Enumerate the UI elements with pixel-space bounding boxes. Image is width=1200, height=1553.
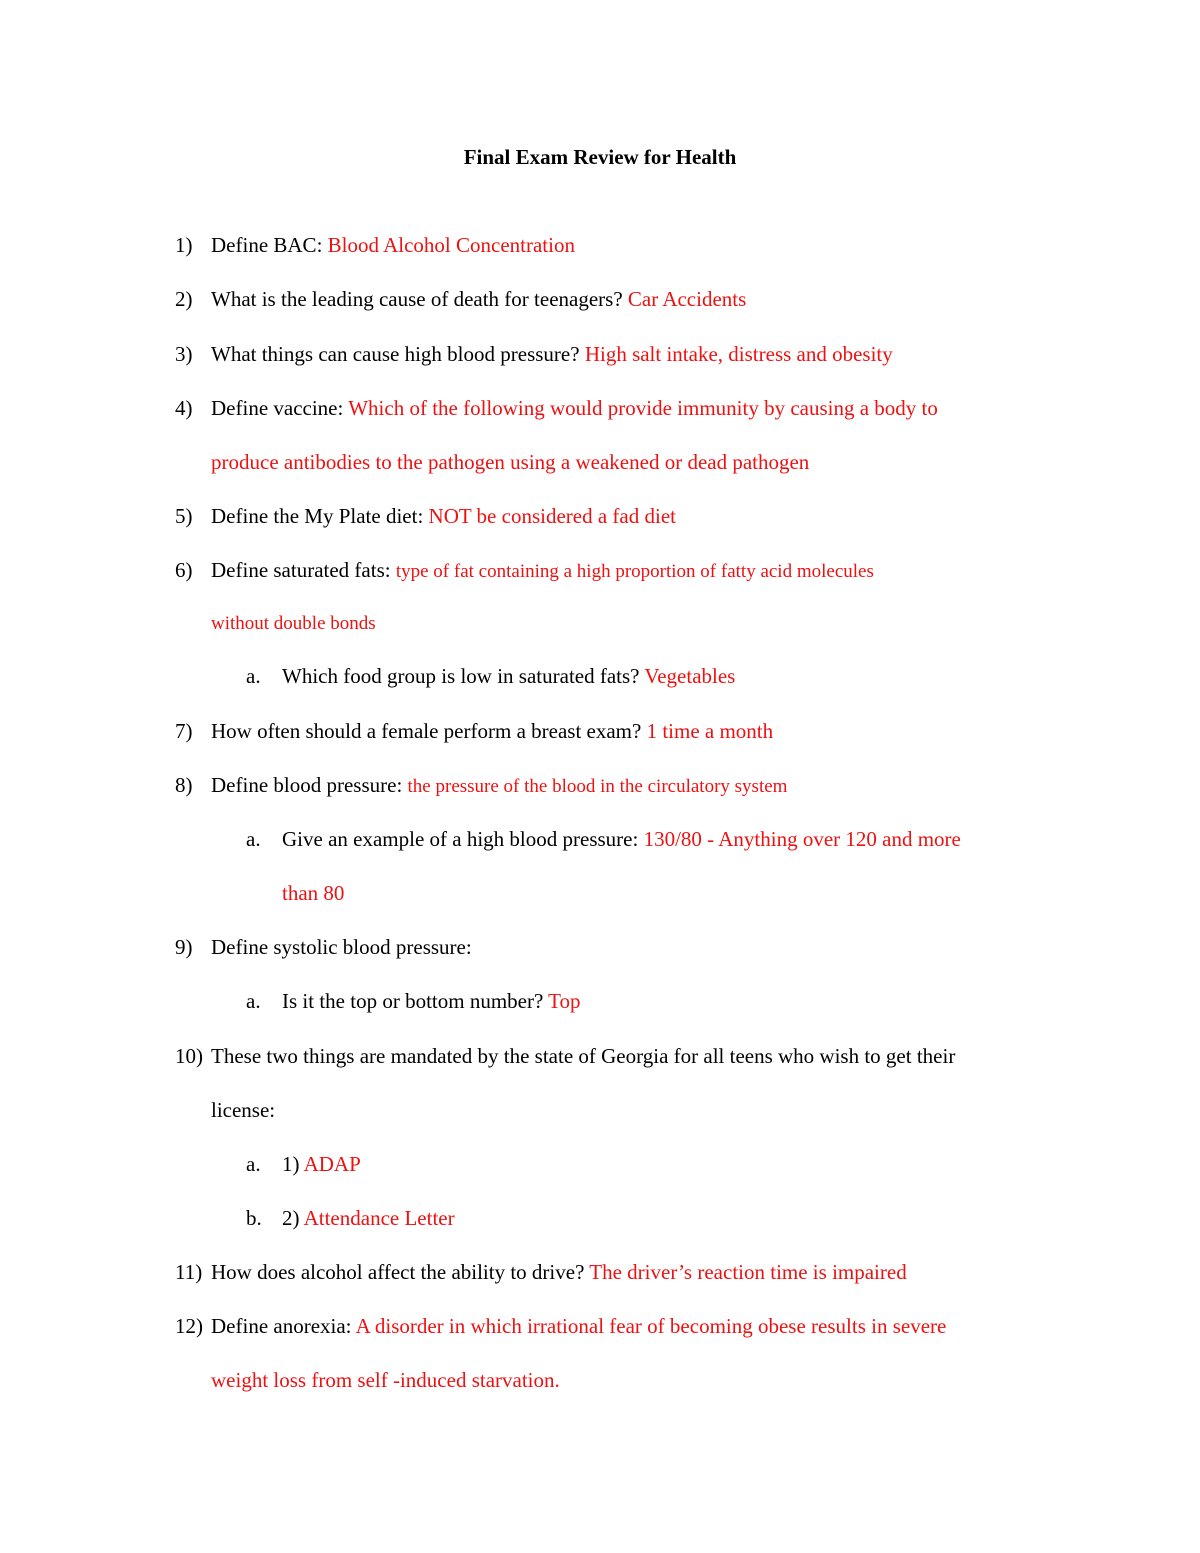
sub-question-letter: a. xyxy=(246,827,261,851)
answer-text: Which of the following would provide immunity by causing a body to xyxy=(348,396,938,420)
answer-text: The driver’s reaction time is impaired xyxy=(589,1260,907,1284)
question-text: Define BAC: xyxy=(211,233,328,257)
question-text: What things can cause high blood pressure? xyxy=(211,342,585,366)
question-number: 5) xyxy=(175,504,193,528)
answer-text: 1 time a month xyxy=(646,719,774,743)
question-number: 6) xyxy=(175,558,193,582)
sub-question-letter: b. xyxy=(246,1206,262,1230)
question-number: 7) xyxy=(175,719,193,743)
question-text: Define systolic blood pressure: xyxy=(211,935,472,959)
sub-question-text: Is it the top or bottom number? xyxy=(282,989,549,1013)
answer-text: A disorder in which irrational fear of becoming obese results in severe xyxy=(355,1314,947,1338)
answer-text: High salt intake, distress and obesity xyxy=(584,342,893,366)
sub-question-letter: a. xyxy=(246,664,261,688)
sub-answer-text: Vegetables xyxy=(644,664,736,688)
sub-answer-text-continued: than 80 xyxy=(282,881,345,905)
answer-text-continued: produce antibodies to the pathogen using a weakened or dead pathogen xyxy=(211,450,810,474)
sub-question-text: 1) xyxy=(282,1152,304,1176)
answer-text: Car Accidents xyxy=(627,287,747,311)
document-title: Final Exam Review for Health xyxy=(463,145,737,169)
question-text: Define vaccine: xyxy=(211,396,349,420)
question-number: 4) xyxy=(175,396,193,420)
question-text: Define saturated fats: xyxy=(211,558,396,582)
sub-answer-text: Attendance Letter xyxy=(303,1206,455,1230)
question-number: 2) xyxy=(175,287,193,311)
sub-answer-text: 130/80 - Anything over 120 and more xyxy=(643,827,961,851)
question-number: 1) xyxy=(175,233,193,257)
question-number: 9) xyxy=(175,935,193,959)
question-number: 3) xyxy=(175,342,193,366)
answer-text: NOT be considered a fad diet xyxy=(428,504,676,528)
sub-question-letter: a. xyxy=(246,989,261,1013)
question-text: These two things are mandated by the state of Georgia for all teens who wish to get their xyxy=(211,1044,956,1068)
question-number: 12) xyxy=(175,1314,203,1338)
question-number: 11) xyxy=(175,1260,203,1284)
answer-text-continued: weight loss from self -induced starvation. xyxy=(211,1368,560,1392)
answer-text: type of fat containing a high proportion of fatty acid molecules xyxy=(395,561,874,582)
question-number: 10) xyxy=(175,1044,203,1068)
sub-question-letter: a. xyxy=(246,1152,261,1176)
answer-text-continued: without double bonds xyxy=(211,613,376,634)
sub-answer-text: Top xyxy=(548,989,581,1013)
question-text: Define the My Plate diet: xyxy=(211,504,429,528)
question-text-continued: license: xyxy=(211,1098,276,1122)
question-text: How does alcohol affect the ability to drive? xyxy=(211,1260,590,1284)
question-text: How often should a female perform a breast exam? xyxy=(211,719,647,743)
question-number: 8) xyxy=(175,773,193,797)
sub-question-text: Which food group is low in saturated fats? xyxy=(282,664,645,688)
question-text: Define blood pressure: xyxy=(211,773,408,797)
sub-question-text: 2) xyxy=(282,1206,304,1230)
question-text: What is the leading cause of death for teenagers? xyxy=(211,287,628,311)
sub-question-text: Give an example of a high blood pressure: xyxy=(282,827,644,851)
sub-answer-text: ADAP xyxy=(303,1152,361,1176)
question-text: Define anorexia: xyxy=(211,1314,356,1338)
answer-text: Blood Alcohol Concentration xyxy=(327,233,575,257)
answer-text: the pressure of the blood in the circulatory system xyxy=(407,776,788,797)
